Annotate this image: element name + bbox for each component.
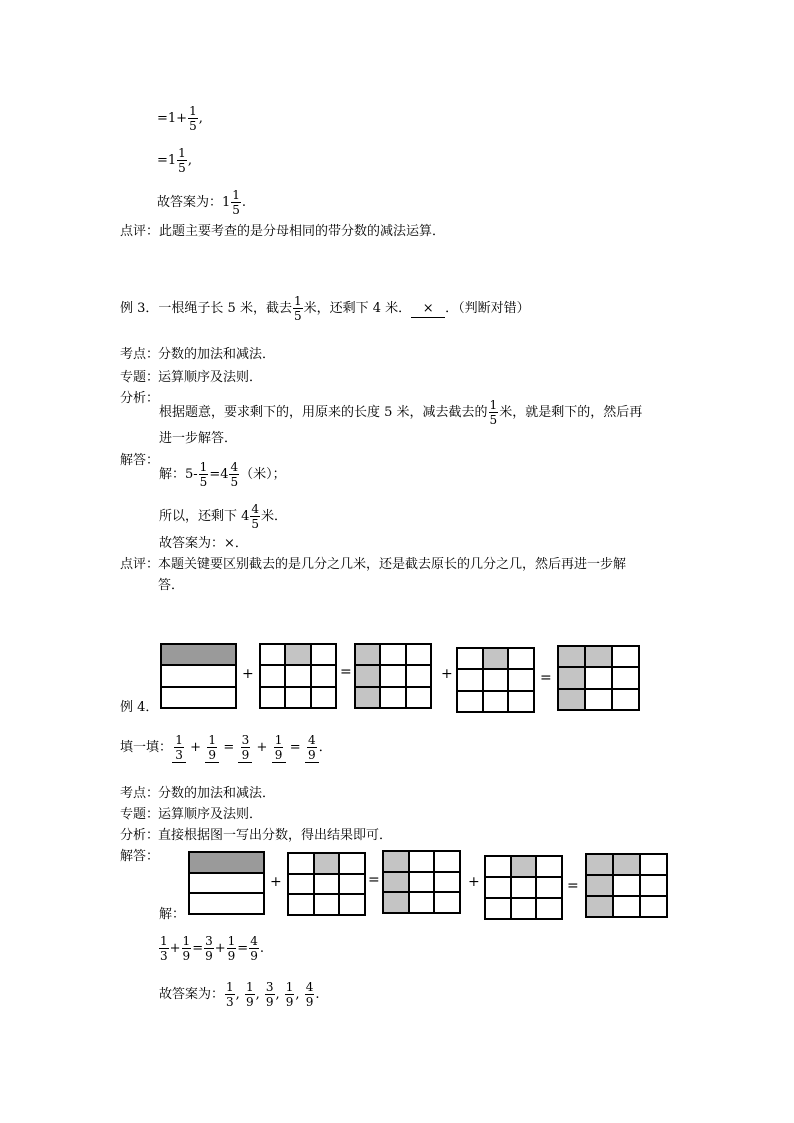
fraction — [159, 934, 169, 963]
grid-cell-shaded — [161, 644, 236, 665]
fraction — [227, 934, 237, 963]
grid-cell — [457, 669, 483, 690]
plus-sign: + — [468, 874, 480, 890]
grid-cell-shaded — [558, 667, 585, 688]
grid-cell — [508, 669, 534, 690]
grid-cell — [311, 665, 336, 686]
grid-cell — [260, 665, 285, 686]
grid-cell — [485, 856, 511, 877]
ex3-answer: 故答案为：×． — [159, 536, 248, 551]
ex3-fenxi — [159, 398, 642, 427]
grid-cell-shaded — [383, 892, 409, 913]
grid-cell — [508, 691, 534, 712]
fraction — [265, 980, 275, 1009]
top-line-2 — [157, 146, 192, 175]
ex4-answer — [159, 980, 319, 1009]
plus-sign: + — [270, 874, 282, 890]
top-line-1 — [157, 104, 203, 133]
grid-cell — [314, 894, 340, 915]
grid-cell — [380, 665, 405, 686]
grid-cell-shaded — [511, 856, 537, 877]
grid-cell-shaded — [285, 644, 310, 665]
numerator: 4 — [307, 733, 316, 747]
fraction — [305, 980, 315, 1009]
comma: , — [275, 987, 280, 1002]
line1-suffix: , — [198, 111, 203, 126]
grid-cell — [189, 893, 264, 914]
ex3-comment — [120, 557, 626, 573]
grid-cell — [434, 851, 460, 872]
fraction — [274, 733, 284, 762]
equals-sign: = — [340, 664, 352, 680]
line2-suffix: , — [187, 153, 192, 168]
kaodian-label: 考点： — [120, 786, 160, 801]
grid-cell — [161, 665, 236, 686]
fraction-diagram-ninths-a — [259, 643, 337, 709]
denominator: 5 — [189, 119, 197, 133]
grid-cell — [288, 853, 314, 874]
denominator: 9 — [205, 949, 213, 963]
grid-cell — [457, 691, 483, 712]
ex3-question — [120, 294, 530, 323]
equals-sign: = — [368, 872, 380, 888]
plus-sign: + — [441, 666, 453, 682]
kaodian-text: 分数的加法和减法． — [158, 347, 276, 362]
fraction — [293, 294, 303, 323]
line2-prefix: =1 — [157, 153, 177, 168]
numerator: 4 — [251, 502, 260, 516]
ex3-question-a: 例 3．一根绳子长 5 米，截去 — [120, 301, 292, 316]
ex3-fenxi-c: 进一步解答． — [159, 431, 238, 446]
ex4-zhuanti — [120, 807, 262, 823]
grid-cell-shaded — [189, 852, 264, 873]
ex3-zhuanti — [120, 370, 262, 386]
zhuanti-text: 运算顺序及法则． — [158, 370, 263, 385]
numerator: 1 — [274, 733, 283, 747]
grid-cell — [406, 644, 431, 665]
grid-cell — [260, 687, 285, 708]
ex4-fenxi — [120, 828, 392, 844]
fraction — [188, 104, 198, 133]
grid-cell-shaded — [586, 854, 613, 875]
numerator: 1 — [285, 980, 294, 994]
denominator: 5 — [178, 161, 186, 175]
grid-cell — [536, 898, 562, 919]
denominator: 9 — [305, 995, 314, 1009]
denominator: 9 — [285, 995, 294, 1009]
grid-cell — [640, 875, 667, 896]
denominator: 3 — [226, 995, 234, 1009]
grid-cell — [311, 687, 336, 708]
grid-cell — [536, 877, 562, 898]
fraction — [231, 188, 241, 217]
grid-cell — [585, 667, 612, 688]
denominator: 9 — [227, 949, 236, 963]
grid-cell-shaded — [314, 853, 340, 874]
top-comment — [120, 224, 445, 240]
comment-text: 此题主要考查的是分母相同的带分数的减法运算． — [159, 224, 446, 239]
denominator: 5 — [489, 413, 498, 427]
ex3-kaodian — [120, 347, 275, 363]
grid-cell — [288, 874, 314, 895]
answer-label: 故答案为： — [159, 987, 225, 1002]
grid-cell — [613, 896, 640, 917]
fraction-diagram-thirds — [160, 643, 237, 709]
grid-cell — [485, 898, 511, 919]
fraction — [249, 934, 259, 963]
grid-cell — [314, 874, 340, 895]
numerator: 1 — [293, 294, 302, 308]
grid-cell — [612, 646, 639, 667]
fraction — [199, 460, 209, 489]
denominator: 9 — [250, 949, 258, 963]
ex3-jie — [159, 460, 286, 489]
ex4-fill — [120, 733, 332, 763]
plus-sign: + — [169, 941, 181, 956]
grid-cell-shaded — [383, 872, 409, 893]
fenxi-text: 直接根据图一写出分数，得出结果即可． — [158, 828, 393, 843]
grid-cell — [409, 872, 435, 893]
fraction — [489, 398, 499, 427]
grid-cell — [161, 687, 236, 708]
denominator: 9 — [182, 949, 191, 963]
grid-cell — [409, 892, 435, 913]
fenxi-b: 米，就是剩下的，然后再 — [499, 405, 643, 420]
numerator: 1 — [489, 398, 498, 412]
fraction — [285, 980, 295, 1009]
grid-cell — [483, 691, 509, 712]
grid-cell — [508, 648, 534, 669]
fraction — [229, 460, 239, 489]
zhuanti-label: 专题： — [120, 807, 160, 822]
denominator: 5 — [230, 475, 239, 489]
denominator: 9 — [208, 748, 217, 762]
grid-cell — [409, 851, 435, 872]
denominator: 9 — [274, 748, 283, 762]
fraction — [177, 146, 187, 175]
comment-a: 本题关键要区别截去的是几分之几米，还是截去原长的几分之几，然后再进一步解 — [158, 557, 627, 572]
fraction — [182, 934, 192, 963]
numerator: 1 — [199, 460, 208, 474]
grid-cell — [434, 892, 460, 913]
fraction-diagram-ninths-c — [456, 647, 535, 713]
grid-cell-shaded — [355, 665, 380, 686]
grid-cell — [585, 689, 612, 710]
fraction — [245, 980, 255, 1009]
ex3-suoyi — [159, 502, 287, 531]
fill-label: 填一填： — [120, 740, 173, 755]
grid-cell-shaded — [585, 646, 612, 667]
numerator: 1 — [245, 980, 254, 994]
numerator: 3 — [205, 934, 213, 948]
grid-cell — [380, 687, 405, 708]
numerator: 1 — [175, 733, 183, 747]
ex4-kaodian — [120, 786, 275, 802]
grid-cell — [406, 687, 431, 708]
jie-a: 解：5- — [159, 467, 198, 482]
comment-label: 点评： — [120, 224, 160, 239]
ex4-jieda-label: 解答： — [120, 849, 160, 864]
fenxi-a: 根据题意，要求剩下的，用原来的长度 5 米，减去截去的 — [159, 405, 488, 420]
plus-sign: + — [256, 740, 268, 755]
grid-cell — [483, 669, 509, 690]
grid-cell — [260, 644, 285, 665]
fill-blank — [172, 733, 186, 763]
zhuanti-label: 专题： — [120, 370, 160, 385]
grid-cell-shaded — [586, 896, 613, 917]
numerator: 1 — [189, 104, 197, 118]
suoyi-a: 所以，还剩下 4 — [159, 509, 250, 524]
grid-cell-shaded — [558, 689, 585, 710]
equals-sign: = — [567, 878, 579, 894]
numerator: 1 — [178, 146, 186, 160]
jie-b: =4 — [209, 467, 229, 482]
grid-cell — [536, 856, 562, 877]
plus-sign: + — [242, 666, 254, 682]
ex3-comment-b: 答． — [158, 578, 185, 593]
fraction — [207, 733, 217, 762]
top-answer — [157, 188, 246, 217]
grid-cell-shaded — [586, 875, 613, 896]
equals-sign: = — [237, 941, 249, 956]
ex3-question-b: 米，还剩下 4 米． — [303, 301, 412, 316]
numerator: 1 — [227, 934, 236, 948]
grid-cell — [406, 665, 431, 686]
fraction-diagram-ninths-c — [484, 855, 563, 920]
numerator: 1 — [182, 934, 191, 948]
numerator: 4 — [250, 934, 258, 948]
grid-cell — [339, 894, 365, 915]
ex4-equation — [158, 934, 264, 963]
denominator: 9 — [245, 995, 254, 1009]
denominator: 9 — [265, 995, 274, 1009]
fraction — [174, 733, 184, 762]
suoyi-b: 米． — [261, 509, 288, 524]
ex3-fenxi-label: 分析： — [120, 391, 160, 406]
ex3-jieda-label: 解答： — [120, 453, 160, 468]
comma: , — [255, 987, 260, 1002]
numerator: 4 — [305, 980, 314, 994]
comma: , — [235, 987, 240, 1002]
grid-cell — [434, 872, 460, 893]
grid-cell-shaded — [613, 854, 640, 875]
fraction — [307, 733, 317, 762]
grid-cell-shaded — [355, 644, 380, 665]
kaodian-label: 考点： — [120, 347, 160, 362]
fraction — [225, 980, 235, 1009]
denominator: 5 — [232, 203, 240, 217]
grid-cell — [612, 689, 639, 710]
comment-label: 点评： — [120, 557, 160, 572]
equals-sign: = — [540, 670, 552, 686]
period: . — [259, 941, 264, 956]
line1-prefix: =1+ — [157, 111, 188, 126]
answer-suffix: . — [241, 195, 247, 210]
fraction-diagram-ninths-b — [382, 850, 461, 914]
grid-cell-shaded — [483, 648, 509, 669]
equals-sign: = — [223, 740, 235, 755]
grid-cell — [285, 687, 310, 708]
period: . — [315, 987, 320, 1002]
denominator: 5 — [199, 475, 208, 489]
fraction-diagram-ninths-b — [354, 643, 432, 709]
fraction-diagram-ninths-a — [287, 852, 366, 916]
fill-blank — [205, 733, 219, 763]
answer-prefix: 故答案为：1 — [157, 195, 231, 210]
grid-cell — [339, 874, 365, 895]
fraction — [250, 502, 260, 531]
grid-cell-shaded — [558, 646, 585, 667]
grid-cell — [511, 877, 537, 898]
denominator: 3 — [175, 748, 183, 762]
numerator: 1 — [208, 733, 217, 747]
fraction-diagram-ninths-d — [585, 853, 668, 918]
denominator: 9 — [307, 748, 316, 762]
numerator: 3 — [241, 733, 250, 747]
fraction — [204, 934, 214, 963]
grid-cell — [511, 898, 537, 919]
grid-cell-shaded — [383, 851, 409, 872]
fill-blank — [238, 733, 252, 763]
grid-cell — [311, 644, 336, 665]
zhuanti-text: 运算顺序及法则． — [158, 807, 263, 822]
fenxi-label: 分析： — [120, 828, 160, 843]
fill-blank — [305, 733, 319, 763]
grid-cell — [485, 877, 511, 898]
grid-cell — [640, 896, 667, 917]
period: ． — [318, 740, 332, 755]
grid-cell — [457, 648, 483, 669]
grid-cell — [613, 875, 640, 896]
ex4-jie-label: 解： — [159, 907, 186, 922]
plus-sign: + — [190, 740, 202, 755]
grid-cell — [380, 644, 405, 665]
fraction-diagram-ninths-d — [557, 645, 640, 711]
grid-cell — [288, 894, 314, 915]
grid-cell — [612, 667, 639, 688]
ex4-label: 例 4． — [120, 700, 159, 715]
numerator: 1 — [232, 188, 240, 202]
equals-sign: = — [289, 740, 301, 755]
ex3-question-c: ．（判断对错） — [445, 301, 530, 316]
numerator: 1 — [226, 980, 234, 994]
jie-c: （米）； — [240, 467, 286, 482]
fraction — [241, 733, 251, 762]
numerator: 3 — [265, 980, 274, 994]
grid-cell — [640, 854, 667, 875]
denominator: 3 — [160, 949, 168, 963]
grid-cell — [285, 665, 310, 686]
plus-sign: + — [214, 941, 226, 956]
kaodian-text: 分数的加法和减法． — [158, 786, 276, 801]
grid-cell — [339, 853, 365, 874]
answer-blank: × — [411, 301, 445, 318]
numerator: 1 — [160, 934, 168, 948]
denominator: 5 — [293, 309, 302, 323]
fill-blank — [272, 733, 286, 763]
fraction-diagram-thirds — [188, 851, 265, 915]
grid-cell-shaded — [355, 687, 380, 708]
denominator: 5 — [251, 517, 260, 531]
equals-sign: = — [192, 941, 204, 956]
grid-cell — [189, 873, 264, 894]
denominator: 9 — [241, 748, 250, 762]
comma: , — [295, 987, 300, 1002]
numerator: 4 — [230, 460, 239, 474]
